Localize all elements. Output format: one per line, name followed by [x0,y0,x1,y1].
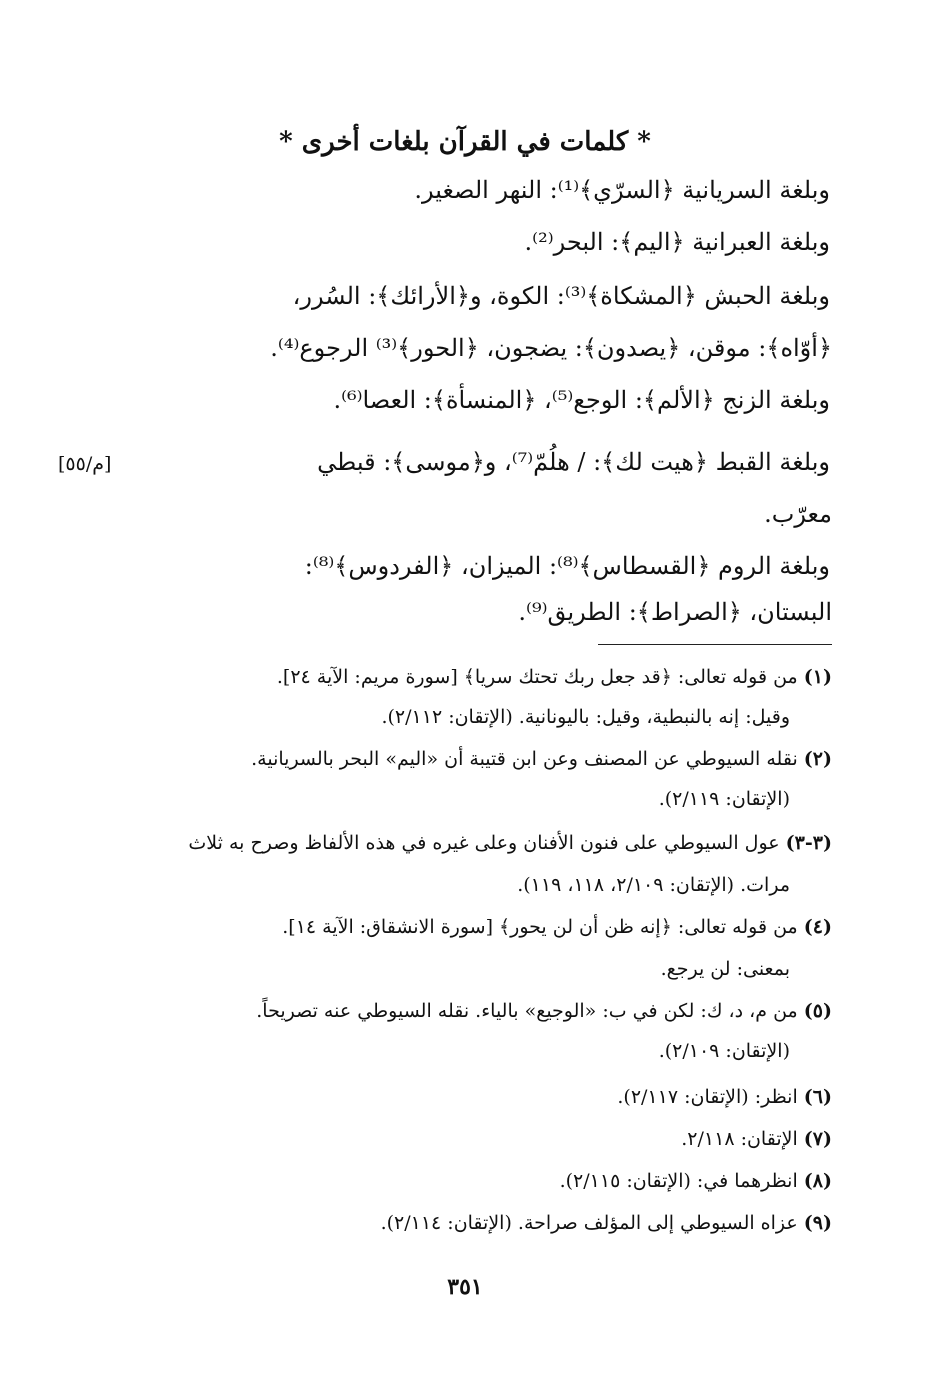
footnote-number: (٨) [803,1170,832,1192]
footnote-2-cont [659,782,790,816]
footnote-text: (الإتقان: ٢/١١٩). [658,788,790,810]
body-line-roman: وبلغة الروم ﴿القسطاس﴾⁽⁸⁾: الميزان، ﴿الفردوس﴾⁽⁸⁾: [304,552,830,580]
footnote-text: عول السيوطي على فنون الأفنان وعلى غيره في هذه الألفاظ وصرح به ثلاث [188,832,780,854]
footnote-2 [251,742,832,776]
footnote-number: (٩) [803,1212,832,1234]
footnote-text: من م، د، ك: لكن في ب: «الوجيع» بالياء. نقله السيوطي عنه تصريحاً. [256,1000,798,1022]
footnote-6 [617,1080,832,1114]
footnote-5 [256,994,832,1028]
footnote-1-cont [381,700,790,734]
footnote-text: (الإتقان: ٢/١٠٩). [658,1040,790,1062]
footnote-text: بمعنى: لن يرجع. [660,958,790,980]
footnote-text: مرات. (الإتقان: ٢/١٠٩، ١١٨، ١١٩). [517,874,790,896]
footnote-4-cont [661,952,790,986]
footnote-text: عزاه السيوطي إلى المؤلف صراحة. (الإتقان: ٢/١١٤). [380,1212,798,1234]
footnote-text: وقيل: إنه بالنبطية، وقيل: باليونانية. (الإتقان: ٢/١١٢). [381,706,790,728]
footnote-divider [598,644,832,645]
body-line-roman-cont: البستان، ﴿الصراط﴾: الطريق⁽⁹⁾. [518,598,832,626]
footnote-3 [188,826,832,860]
footnote-text: نقله السيوطي عن المصنف وعن ابن قتيبة أن «اليم» البحر بالسريانية. [251,748,798,770]
footnote-7 [681,1122,832,1156]
footnote-text: الإتقان: ٢/١١٨. [681,1128,798,1150]
margin-page-marker: [م/٥٥] [58,453,112,475]
footnote-8 [560,1164,832,1198]
body-line-hebrew: وبلغة العبرانية ﴿اليم﴾: البحر⁽²⁾. [524,228,830,256]
body-line-abyssinian: وبلغة الحبش ﴿المشكاة﴾⁽³⁾: الكوة، و﴿الأرائك﴾: السُرر، [292,282,830,310]
footnote-3-cont [517,868,790,902]
section-heading: * كلمات في القرآن بلغات أخرى * [279,127,651,157]
footnote-5-cont [659,1034,790,1068]
page-number: ٣٥١ [447,1274,483,1300]
footnote-text: من قوله تعالى: ﴿إنه ظن أن لن يحور﴾ [سورة الانشقاق: الآية ١٤]. [282,916,798,938]
body-line-syriac: وبلغة السريانية ﴿السرّي﴾⁽¹⁾: النهر الصغير. [414,176,830,204]
footnote-number: (٢) [803,748,832,770]
footnote-text: انظر: (الإتقان: ٢/١١٧). [617,1086,798,1108]
footnote-number: (٧) [803,1128,832,1150]
footnote-9 [381,1206,832,1240]
footnote-number: (٥) [803,1000,832,1022]
body-line-coptic-cont: معرّب. [764,500,832,528]
footnote-text: من قوله تعالى: ﴿قد جعل ربك تحتك سريا﴾ [سورة مريم: الآية ٢٤]. [276,666,798,688]
body-line-abyssinian-cont: ﴿أوّاه﴾: موقن، ﴿يصدون﴾: يضجون، ﴿الحور﴾⁽³⁾ الرجوع⁽⁴⁾. [270,334,832,362]
footnote-1 [277,660,832,694]
footnote-text: انظرهما في: (الإتقان: ٢/١١٥). [559,1170,798,1192]
footnote-4 [282,910,832,944]
footnote-number: (٣-٣) [785,832,832,854]
body-line-zanj: وبلغة الزنج ﴿الألم﴾: الوجع⁽⁵⁾، ﴿المنسأة﴾: العصا⁽⁶⁾. [333,386,830,414]
body-line-coptic: وبلغة القبط ﴿هيت لك﴾: / هلُمّ⁽⁷⁾، و﴿موسى﴾: قبطي [317,448,830,476]
footnote-number: (٤) [803,916,832,938]
footnote-number: (٦) [803,1086,832,1108]
footnote-number: (١) [803,666,832,688]
